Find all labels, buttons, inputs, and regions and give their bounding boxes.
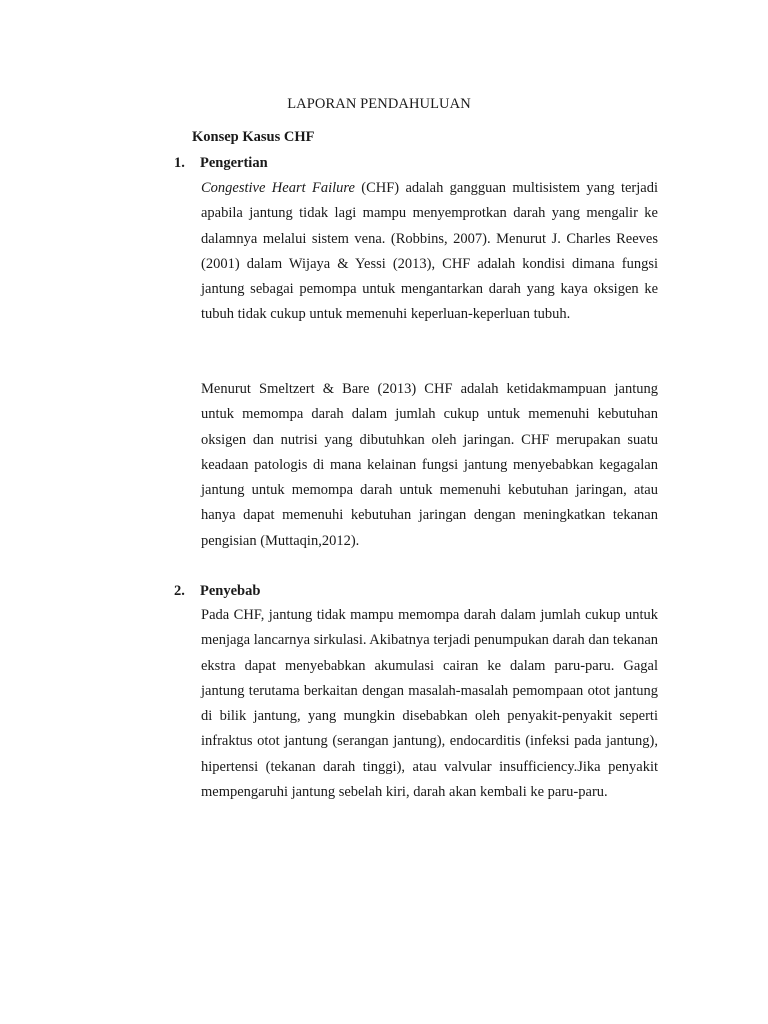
section-number: 1.: [174, 155, 185, 171]
section-heading-pengertian: [174, 153, 268, 173]
paragraph-definition-2: [201, 377, 658, 554]
section-title: Penyebab: [200, 583, 261, 599]
section-heading-penyebab: [174, 581, 260, 601]
section-title: Pengertian: [200, 155, 268, 171]
paragraph-causes: [201, 603, 658, 805]
paragraph-text: Pada CHF, jantung tidak mampu memompa darah dalam jumlah cukup untuk menjaga lancarnya sirkulasi. Akibatnya terjadi penumpukan darah dan tekanan ekstra dapat menyebabkan akumulasi cairan ke dalam paru-paru. Gagal jantung terutama berkaitan dengan masalah-masalah pemompaan otot jantung di bilik jantung, yang mungkin disebabkan oleh penyakit-penyakit seperti infraktus otot jantung (serangan jantung), endocarditis (infeksi pada jantung), hipertensi (tekanan darah tinggi), atau valvular insufficiency.Jika penyakit mempengaruhi jantung sebelah kiri, darah akan kembali ke paru-paru.: [201, 607, 658, 801]
document-title: LAPORAN PENDAHULUAN: [287, 96, 471, 112]
paragraph-text: (CHF) adalah gangguan multisistem yang terjadi apabila jantung tidak lagi mampu menyemprotkan darah yang mengalir ke dalamnya melalui sistem vena. (Robbins, 2007). Menurut J. Charles Reeves (2001) dalam Wijaya & Yessi (2013), CHF adalah kondisi dimana fungsi jantung sebagai pemompa untuk mengantarkan darah yang kaya oksigen ke tubuh tidak cukup untuk memenuhi keperluan-keperluan tubuh.: [201, 180, 658, 323]
section-number: 2.: [174, 583, 185, 599]
concept-heading: Konsep Kasus CHF: [192, 129, 315, 145]
paragraph-text: Menurut Smeltzert & Bare (2013) CHF adalah ketidakmampuan jantung untuk memompa darah dalam jumlah cukup untuk memenuhi kebutuhan oksigen dan nutrisi yang dibutuhkan oleh jaringan. CHF merupakan suatu keadaan patologis di mana kelainan fungsi jantung menyebabkan kegagalan jantung untuk memompa darah untuk memenuhi kebutuhan jaringan, atau hanya dapat memenuhi kebutuhan jaringan dengan meningkatkan tekanan pengisian (Muttaqin,2012).: [201, 381, 658, 549]
paragraph-definition-1: [201, 176, 658, 328]
italic-term: Congestive Heart Failure: [201, 180, 355, 196]
